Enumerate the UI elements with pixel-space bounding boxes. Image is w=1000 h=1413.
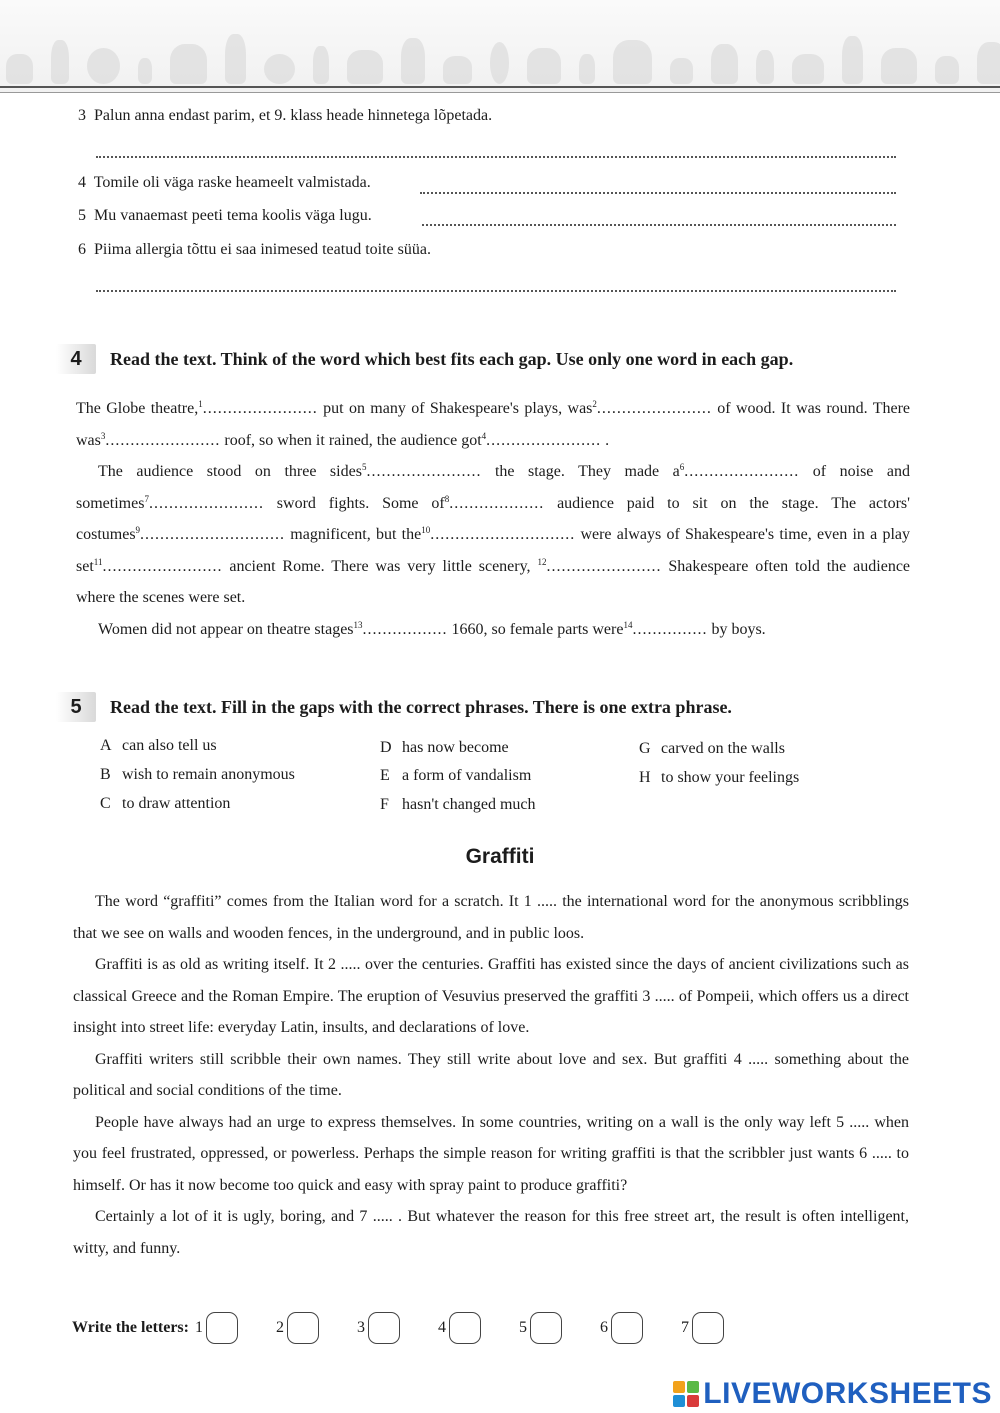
gap[interactable]: ....................... (202, 400, 318, 417)
answer-box[interactable] (206, 1312, 238, 1344)
liveworksheets-logo (673, 1377, 992, 1411)
ex3-item-4 (78, 174, 371, 192)
item-number: 4 (78, 174, 86, 191)
ex4-paragraph: The audience stood on three sides$^5$....................... the stage. They made $a^6$....................... of noise and sometimes$^7$....................... sword fights. Some $of^8$................... audience paid to sit on the stage. The actors' costumes$^9$............................. magnificent, but the$^{10}$............................. were always of Shakespeare's time, even in a play set$^{11}$........................ ancient Rome. There was very little scenery, $^{12}$....................... Shakespeare often told the audience where the scenes were set. (76, 462, 911, 606)
ex3-item-6 (78, 241, 431, 259)
item-text: Palun anna endast parim, et 9. klass heade hinnetega lõpetada. (94, 107, 493, 124)
article-paragraph: Certainly a lot of it is ugly, boring, and 7 ..... . But whatever the reason for this free street art, the result is often intelligent, witty, and funny. (73, 1208, 909, 1257)
article-paragraph: The word “graffiti” comes from the Italian word for a scratch. It 1 ..... the international word for the anonymous scribblings that we see on walls and wooden fences, in the underground, and in public loos. (73, 893, 909, 942)
answer-line[interactable] (96, 290, 896, 292)
answer-line[interactable] (420, 192, 896, 194)
header-rule-thin (0, 92, 1000, 93)
gap[interactable]: ....................... (105, 431, 221, 449)
section-number: 5 (56, 692, 96, 722)
answer-line[interactable] (96, 156, 896, 158)
article-title: Graffiti (465, 845, 535, 868)
phrase-option: G carved on the walls (639, 740, 785, 757)
answer-slot-7: 7 (681, 1312, 724, 1344)
gap[interactable]: ........................ (102, 557, 223, 575)
ex3-item-3 (78, 107, 492, 125)
header-rule (0, 86, 1000, 88)
answer-box[interactable] (692, 1312, 724, 1344)
item-number: 3 (78, 107, 86, 124)
gap[interactable]: ............................. (430, 526, 576, 543)
answer-label: Write the letters: (72, 1319, 189, 1336)
phrase-option: C to draw attention (100, 795, 231, 812)
answer-line[interactable] (422, 224, 896, 226)
item-text: Piima allergia tõttu ei saa inimesed teatud toite süüa. (94, 241, 431, 258)
item-number: 6 (78, 241, 86, 258)
gap[interactable]: ................... (449, 494, 545, 512)
gap[interactable]: ....................... (486, 431, 602, 449)
phrase-option: D has now become (380, 739, 509, 756)
article-body (73, 886, 909, 1264)
answer-slot-5: 5 (519, 1312, 562, 1344)
answer-slot-6: 6 (600, 1312, 643, 1344)
ex3-item-5 (78, 207, 372, 225)
phrase-option: A can also tell us (100, 737, 217, 754)
phrase-option: H to show your feelings (639, 769, 800, 786)
section-number: 4 (56, 344, 96, 374)
ex4-text (76, 393, 910, 645)
answer-slot-4: 4 (438, 1312, 481, 1344)
gap[interactable]: ....................... (366, 463, 482, 480)
phrase-option: B wish to remain anonymous (100, 766, 295, 783)
section-instruction: Read the text. Fill in the gaps with the correct phrases. There is one extra phrase. (110, 696, 732, 717)
answer-slot-3: 3 (357, 1312, 400, 1344)
answer-box[interactable] (287, 1312, 319, 1344)
gap[interactable]: ............... (632, 620, 708, 638)
ex4-title (56, 344, 793, 374)
ex5-title (56, 692, 732, 722)
article-paragraph: Graffiti is as old as writing itself. It 2 ..... over the centuries. Graffiti has existed since the days of ancient civilizations such as classical Greece and the Roman Empire. The eruption of Vesuvius preserved the graffiti 3 ..... of Pompeii, which offers us a direct insight into street life: everyday Latin, insults, and declarations of love. (73, 956, 909, 1036)
item-number: 5 (78, 207, 86, 224)
article-paragraph: People have always had an urge to express themselves. In some countries, writing on a wall is the only way left 5 ..... when you feel frustrated, oppressed, or powerless. Perhaps the simple reason for writing graffiti is that the scribbler just wants 6 ..... to himself. Or has it now become too quick and easy with spray paint to produce graffiti? (73, 1113, 909, 1194)
logo-icon (673, 1381, 699, 1407)
answer-box[interactable] (611, 1312, 643, 1344)
item-text: Tomile oli väga raske heameelt valmistada. (93, 174, 371, 191)
article-paragraph: Graffiti writers still scribble their own names. They still write about love and sex. But graffiti 4 ..... something about the political and social conditions of the time. (73, 1050, 909, 1099)
gap[interactable]: ....................... (546, 557, 662, 575)
item-text: Mu vanaemast peeti tema koolis väga lugu. (94, 207, 372, 224)
answer-box[interactable] (530, 1312, 562, 1344)
phrase-option: E a form of vandalism (380, 767, 532, 784)
ex4-paragraph: Women did not appear on theatre stages$^{13}$................. 1660, so female parts were$^{14}$............... by boys. (98, 619, 766, 638)
answer-slot-1: 1 (195, 1312, 238, 1344)
header-decoration (0, 22, 1000, 84)
gap[interactable]: ....................... (684, 463, 800, 480)
answer-box[interactable] (368, 1312, 400, 1344)
gap[interactable]: ................. (362, 620, 448, 638)
phrase-option: F hasn't changed much (380, 796, 536, 813)
section-instruction: Read the text. Think of the word which best fits each gap. Use only one word in each gap. (110, 348, 794, 369)
answer-slot-2: 2 (276, 1312, 319, 1344)
logo-text: LIVEWORKSHEETS (703, 1377, 992, 1410)
answer-box[interactable] (449, 1312, 481, 1344)
answer-row (72, 1312, 762, 1344)
gap[interactable]: ............................. (140, 526, 286, 543)
gap[interactable]: ....................... (148, 494, 264, 512)
ex4-paragraph: The Globe theatre,$^1$....................... put on many of Shakespeare's plays, was$^2$....................... of wood. It was round. There was$^3$....................... roof, so when it rained, the audience got$^4$....................... . (76, 399, 911, 449)
gap[interactable]: ....................... (596, 400, 712, 417)
